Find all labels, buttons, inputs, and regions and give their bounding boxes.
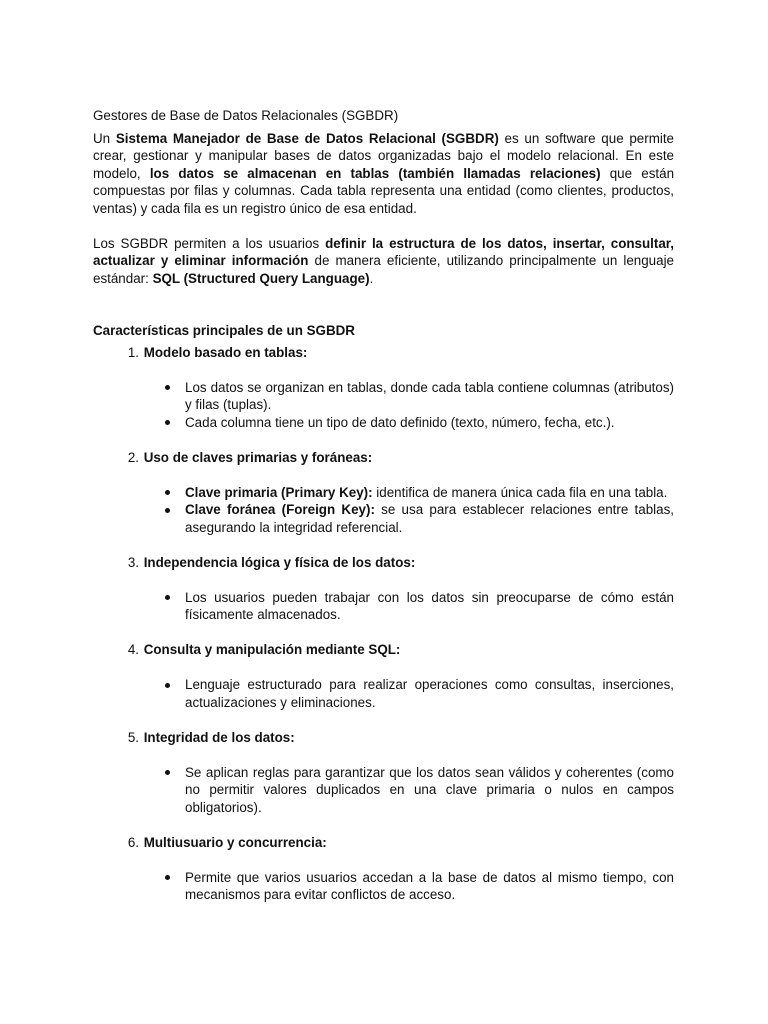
- bullet-item: [93, 501, 674, 536]
- features-list: [93, 344, 674, 904]
- feature-label: Integridad de los datos:: [143, 729, 295, 745]
- bullet-dot-icon: [93, 501, 185, 536]
- intro-p1-e: que están compuestas por filas y columnas. Cada tabla representa una entidad (como clientes, productos, ventas) y cada fila es un registro único de esa entidad.: [93, 165, 675, 216]
- bullet-text: [185, 414, 674, 432]
- feature-item: [93, 554, 674, 624]
- feature-number: 5.: [127, 729, 139, 745]
- feature-heading: [93, 344, 674, 362]
- feature-label: Modelo basado en tablas:: [143, 344, 308, 360]
- intro-paragraph-1: [93, 130, 674, 218]
- feature-item: [93, 834, 674, 904]
- intro-p1-a: Un: [93, 130, 116, 146]
- intro-p2-d: SQL (Structured Query Language): [152, 270, 370, 286]
- bullet-body: Los datos se organizan en tablas, donde cada tabla contiene columnas (atributos) y filas (tuplas).: [185, 379, 674, 412]
- intro-p2-e: .: [369, 270, 374, 286]
- feature-label: Multiusuario y concurrencia:: [143, 834, 327, 850]
- feature-heading: [93, 554, 674, 572]
- intro-p1-b: Sistema Manejador de Base de Datos Relacional (SGBDR): [115, 130, 499, 146]
- feature-label: Consulta y manipulación mediante SQL:: [143, 642, 401, 657]
- bullet-dot-icon: [93, 764, 185, 817]
- intro-p1-c: es un software que permite crear, gestionar y manipular bases de datos organizadas bajo el modelo relacional. En este modelo,: [93, 130, 674, 181]
- feature-item: [93, 449, 674, 537]
- features-title: Características principales de un SGBDR: [93, 323, 355, 338]
- feature-number: 3.: [127, 554, 139, 570]
- feature-label: Independencia lógica y física de los datos:: [143, 554, 416, 570]
- bullet-item: [93, 676, 674, 711]
- feature-number: 4.: [127, 642, 139, 657]
- bullet-bold-term: Clave foránea (Foreign Key):: [185, 502, 375, 517]
- feature-bullets: [93, 676, 674, 711]
- bullet-dot-icon: [93, 379, 185, 414]
- bullet-item: [93, 414, 674, 432]
- intro-p1-d: los datos se almacenan en tablas (también llamadas relaciones): [149, 165, 601, 181]
- bullet-dot-icon: [93, 414, 185, 432]
- bullet-bold-term: Clave primaria (Primary Key):: [185, 484, 373, 500]
- feature-number: 6.: [127, 834, 139, 850]
- bullet-dot-icon: [93, 869, 185, 904]
- bullet-text: [185, 676, 674, 711]
- feature-label: Uso de claves primarias y foráneas:: [143, 449, 373, 465]
- bullet-body: Lenguaje estructurado para realizar operaciones como consultas, inserciones, actualizaciones y eliminaciones.: [185, 677, 674, 710]
- bullet-text: [185, 589, 674, 624]
- bullet-item: [93, 869, 674, 904]
- bullet-text: [185, 379, 674, 414]
- bullet-body: se usa para establecer relaciones entre tablas, asegurando la integridad referencial.: [185, 502, 674, 535]
- spacer: [93, 217, 674, 235]
- intro-p2-a: Los SGBDR permiten a los usuarios: [93, 235, 326, 251]
- feature-bullets: [93, 764, 674, 817]
- feature-bullets: [93, 484, 674, 537]
- feature-number: 2.: [127, 449, 139, 465]
- feature-item: [93, 344, 674, 432]
- bullet-text: [185, 869, 674, 904]
- bullet-body: Permite que varios usuarios accedan a la base de datos al mismo tiempo, con mecanismos para evitar conflictos de acceso.: [185, 869, 674, 902]
- intro-p2-b: definir la estructura de los datos, insertar, consultar, actualizar y eliminar información: [93, 235, 674, 268]
- bullet-body: identifica de manera única cada fila en una tabla.: [372, 484, 668, 500]
- feature-bullets: [93, 379, 674, 432]
- bullet-text: [185, 484, 674, 502]
- feature-heading: [93, 834, 674, 852]
- feature-item: [93, 729, 674, 817]
- bullet-dot-icon: [93, 676, 185, 711]
- feature-bullets: [93, 869, 674, 904]
- feature-heading: [93, 641, 674, 659]
- document-page: [93, 107, 674, 921]
- bullet-body: Los usuarios pueden trabajar con los datos sin preocuparse de cómo están físicamente almacenados.: [185, 589, 674, 622]
- bullet-item: [93, 484, 674, 502]
- bullet-dot-icon: [93, 484, 185, 502]
- intro-p2-c: de manera eficiente, utilizando principalmente un lenguaje estándar:: [93, 253, 674, 286]
- feature-item: [93, 641, 674, 711]
- bullet-item: [93, 379, 674, 414]
- bullet-body: Se aplican reglas para garantizar que los datos sean válidos y coherentes (como no permitir valores duplicados en una clave primaria o nulos en campos obligatorios).: [185, 764, 674, 815]
- bullet-text: [185, 764, 674, 817]
- intro-paragraph-2: [93, 235, 674, 288]
- spacer: [93, 287, 674, 322]
- bullet-dot-icon: [93, 589, 185, 624]
- bullet-item: [93, 589, 674, 624]
- bullet-item: [93, 764, 674, 817]
- feature-bullets: [93, 589, 674, 624]
- document-title: Gestores de Base de Datos Relacionales (SGBDR): [93, 108, 399, 123]
- feature-heading: [93, 449, 674, 467]
- bullet-body: Cada columna tiene un tipo de dato definido (texto, número, fecha, etc.).: [185, 414, 615, 430]
- feature-number: 1.: [127, 344, 139, 360]
- bullet-text: [185, 501, 674, 536]
- feature-heading: [93, 729, 674, 747]
